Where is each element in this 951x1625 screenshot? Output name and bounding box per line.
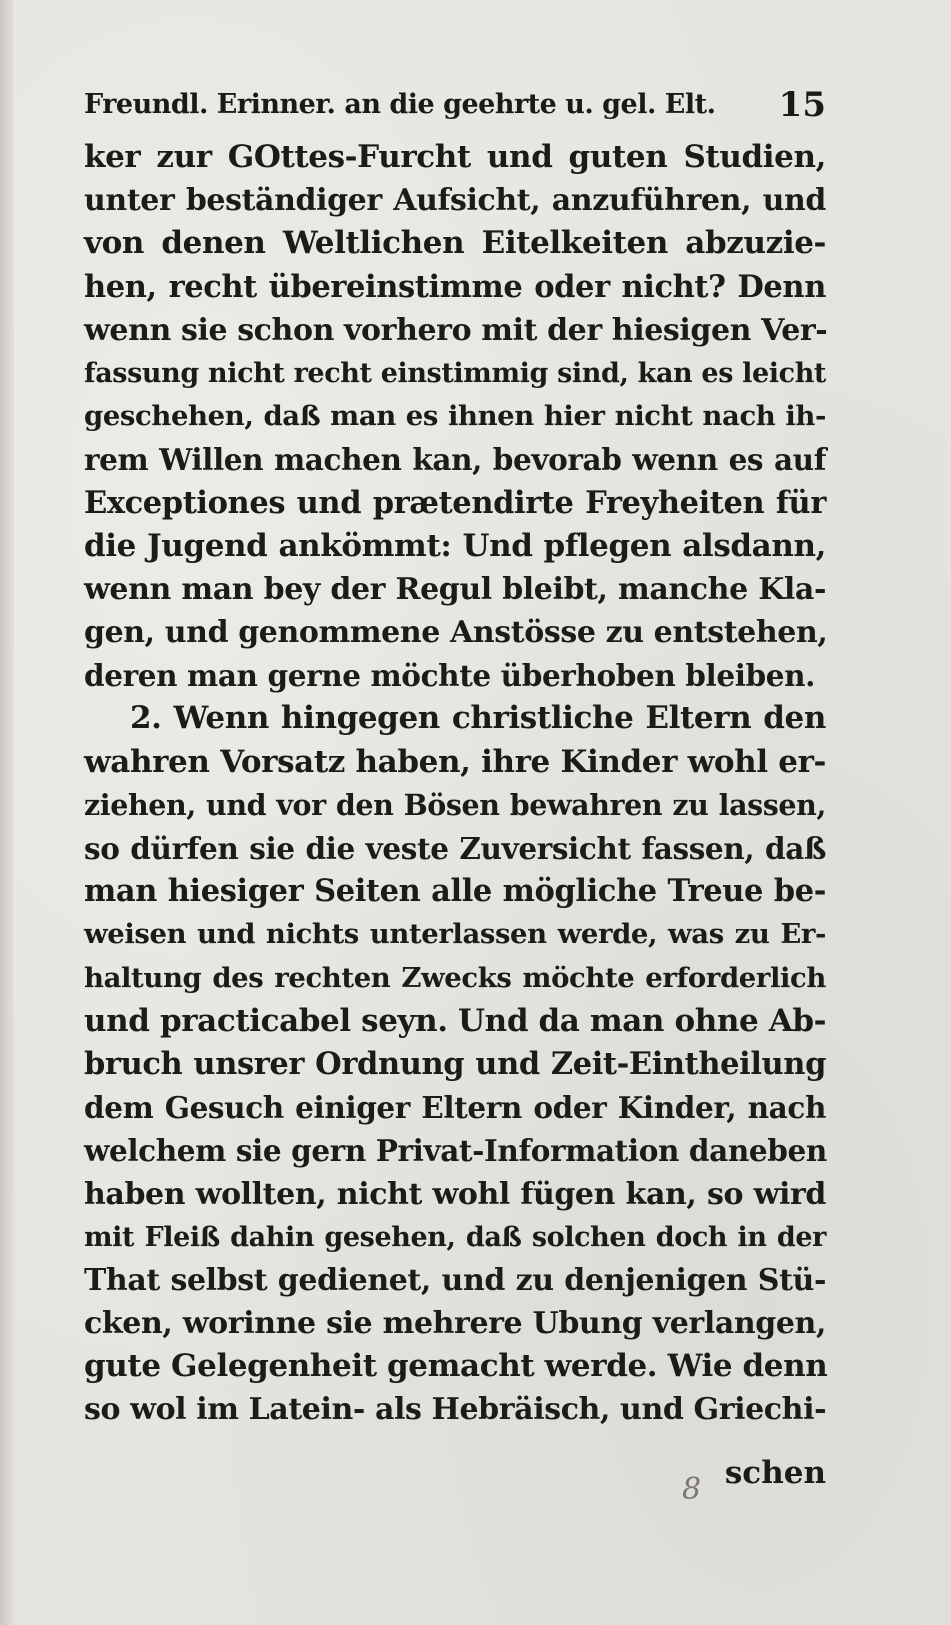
page-binding-edge [0, 0, 14, 1625]
text-line: unter beständiger Aufsicht, anzuführen, und [84, 183, 826, 219]
text-line: mit Fleiß dahin gesehen, daß solchen doch in der [84, 1221, 826, 1253]
text-line: fassung nicht recht einstimmig sind, kan es leicht [84, 357, 826, 389]
text-line: weisen und nichts unterlassen werde, was zu Er- [84, 918, 826, 951]
text-line: wahren Vorsatz haben, ihre Kinder wohl er- [84, 743, 826, 780]
text-line: von denen Weltlichen Eitelkeiten abzuzie- [84, 225, 826, 262]
text-line: ziehen, und vor den Bösen bewahren zu lassen, [84, 787, 826, 822]
text-line: haltung des rechten Zwecks möchte erforderlich [84, 961, 826, 994]
text-line: gen, und genommene Anstösse zu entstehen, [84, 615, 828, 651]
text-line: hen, recht übereinstimme oder nicht? Denn [84, 268, 826, 305]
body-text [84, 136, 826, 1432]
text-line: deren man gerne möchte überhoben bleiben. [84, 658, 816, 694]
page-number: 15 [778, 85, 826, 125]
running-header [84, 80, 826, 130]
text-line: bruch unsrer Ordnung und Zeit-Eintheilung [84, 1045, 826, 1082]
text-line: welchem sie gern Privat-Information daneben [84, 1133, 827, 1169]
text-line: ker zur GOttes-Furcht und guten Studien, [84, 139, 826, 175]
text-line: man hiesiger Seiten alle mögliche Treue be- [84, 873, 826, 910]
pencil-annotation: 8 [682, 1472, 702, 1507]
text-line: gute Gelegenheit gemacht werde. Wie denn [84, 1348, 828, 1385]
text-line: wenn sie schon vorhero mit der hiesigen Ver- [84, 312, 828, 348]
text-line: Exceptiones und prætendirte Freyheiten für [84, 484, 826, 521]
text-line: die Jugend ankömmt: Und pflegen alsdann, [84, 527, 826, 564]
text-line: so dürfen sie die veste Zuversicht fassen, daß [84, 831, 826, 866]
text-line: dem Gesuch einiger Eltern oder Kinder, nach [84, 1090, 826, 1126]
text-line: rem Willen machen kan, bevorab wenn es auf [84, 442, 826, 478]
text-line: geschehen, daß man es ihnen hier nicht nach ih- [84, 400, 826, 433]
text-line: That selbst gedienet, und zu denjenigen Stü- [84, 1262, 826, 1298]
text-line: und practicabel seyn. Und da man ohne Ab- [84, 1002, 827, 1039]
running-title: Freundl. Erinner. an die geehrte u. gel. Elt. [84, 89, 716, 120]
text-line: haben wollten, nicht wohl fügen kan, so wird [84, 1176, 826, 1212]
text-line: cken, worinne sie mehrere Ubung verlangen, [84, 1306, 826, 1342]
catchword: schen [724, 1455, 826, 1491]
text-line: 2. Wenn hingegen christliche Eltern den [130, 700, 826, 737]
text-line: wenn man bey der Regul bleibt, manche Kla- [84, 571, 826, 607]
text-line: so wol im Latein- als Hebräisch, und Griechi- [84, 1392, 827, 1428]
